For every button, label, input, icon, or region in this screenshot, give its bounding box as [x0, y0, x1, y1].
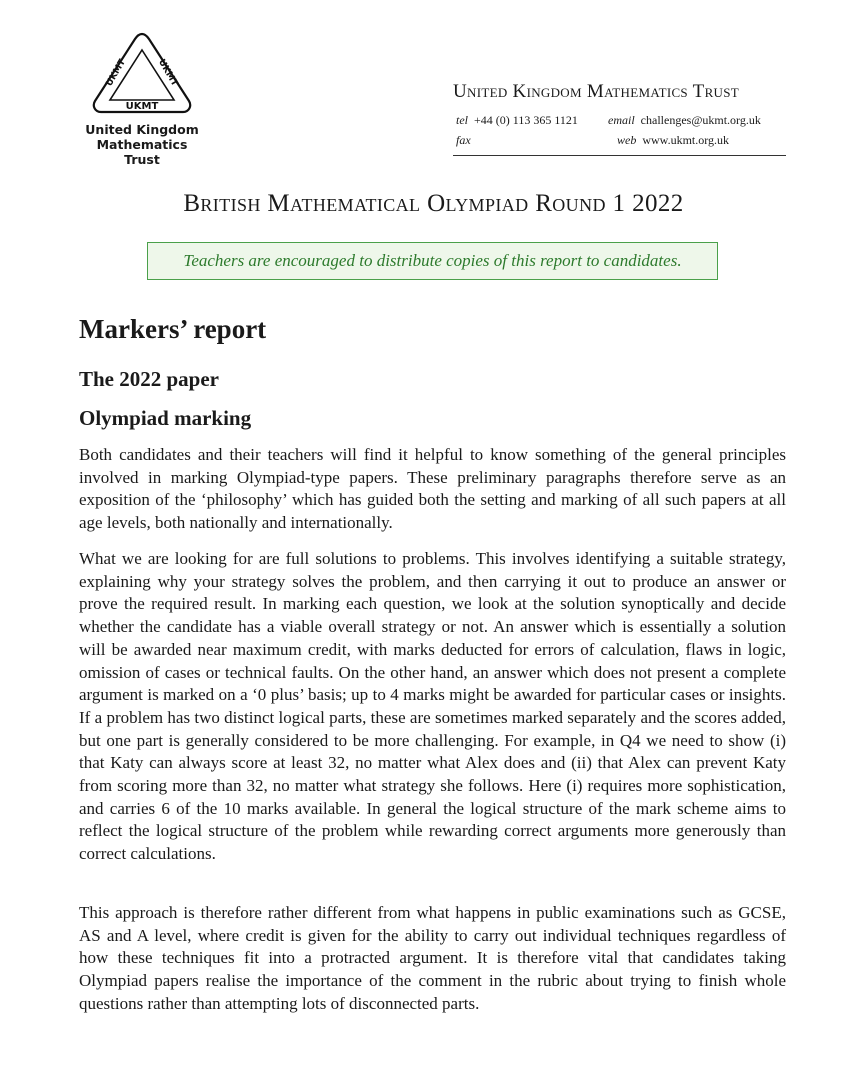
web-label: web	[617, 133, 637, 147]
tel-label: tel	[456, 113, 468, 127]
paragraph-3: This approach is therefore rather different from what happens in public examinations such as GCSE, AS and A level, where credit is given for the ability to carry out individual techniques regardless of how these techniques fit into a protracted argument. It is therefore vital that candidates taking Olympiad papers realise the importance of the comment in the rubric about trying to finish whole questions rather than attempting lots of disconnected parts.	[79, 903, 786, 1013]
svg-text:UKMT: UKMT	[125, 101, 159, 112]
contact-row-fax-web	[453, 133, 786, 153]
ukmt-logo	[78, 30, 202, 167]
paper-title: British Mathematical Olympiad Round 1 2022	[183, 190, 684, 217]
email-label: email	[608, 113, 635, 127]
fax-label: fax	[456, 133, 471, 147]
web-link[interactable]: www.ukmt.org.uk	[642, 133, 730, 147]
contact-details	[453, 113, 786, 153]
svg-text:UKMT: UKMT	[104, 57, 128, 89]
teacher-notice-box: Teachers are encouraged to distribute copies of this report to candidates.	[147, 242, 718, 280]
report-heading: Markers’ report	[79, 314, 267, 344]
logo-caption-line1: United Kingdom	[85, 122, 199, 137]
logo-caption	[78, 122, 206, 167]
contact-row-tel-email	[453, 113, 786, 133]
svg-text:UKMT: UKMT	[156, 57, 180, 89]
ukmt-triangle-logo-icon	[88, 30, 196, 118]
logo-caption-line2: Mathematics Trust	[96, 137, 188, 167]
olympiad-marking-heading: Olympiad marking	[79, 406, 252, 430]
paragraph-2: What we are looking for are full solutions to problems. This involves identifying a suitable strategy, explaining why your strategy solves the problem, and then carrying it out to produce an answer or prove the required result. In marking each question, we look at the solution synoptically and decide whether the candidate has a viable overall strategy or not. An answer which is essentially a solution will be awarded near maximum credit, with marks deducted for errors of calculation, flaws in logic, omission of cases or technical faults. On the other hand, an answer which does not present a complete argument is marked on a ‘0 plus’ basis; up to 4 marks might be awarded for particular cases or insights. If a problem has two distinct logical parts, these are sometimes marked separately and the scores added, but one part is generally considered to be more challenging. For example, in Q4 we need to show (i) that Katy can always score at least 32, no matter what Alex does and (ii) that Alex can prevent Katy from scoring more than 32, no matter what strategy she follows. Here (i) requires more sophistication, and carries 6 of the 10 marks available. In general the logical structure of the mark scheme aims to reflect the logical structure of the problem while rewarding correct arguments more generously than correct calculations.	[79, 549, 786, 864]
paragraph-1: Both candidates and their teachers will find it helpful to know something of the general principles involved in marking Olympiad-type papers. These preliminary paragraphs therefore serve as an exposition of the ‘philosophy’ which has guided both the setting and marking of all such papers at all age levels, both nationally and internationally.	[79, 445, 786, 533]
paper-year-heading: The 2022 paper	[79, 367, 220, 391]
header-divider	[453, 155, 786, 156]
tel-value: +44 (0) 113 365 1121	[474, 113, 578, 127]
email-link[interactable]: challenges@ukmt.org.uk	[640, 113, 761, 127]
organization-name: United Kingdom Mathematics Trust	[453, 81, 740, 102]
